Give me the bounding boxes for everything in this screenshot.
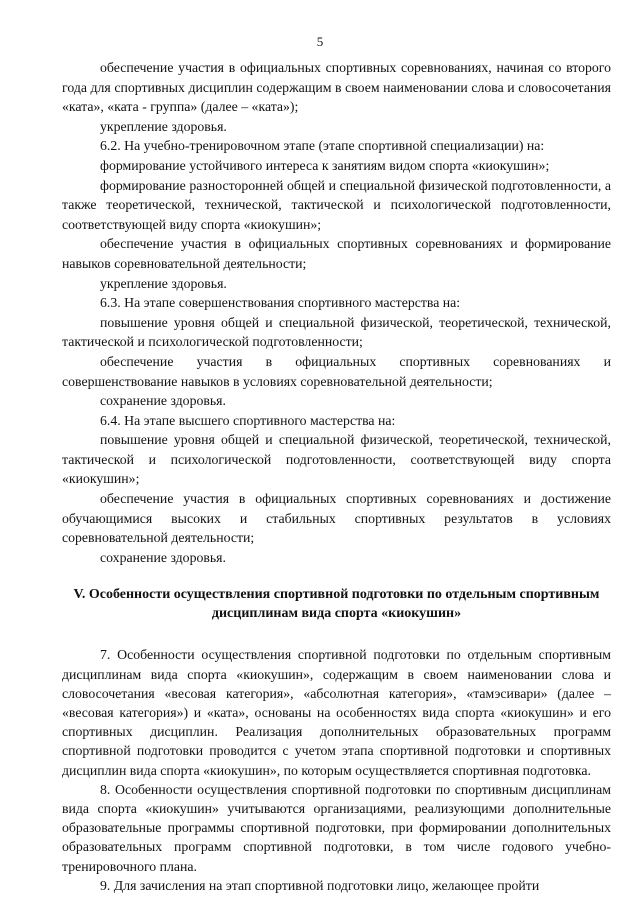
paragraph: формирование разносторонней общей и специальной физической подготовленности, а также теоретической, технической, тактической и психологической подготовленности, соответствующей виду спорта «киокушин»; (62, 177, 611, 232)
paragraph: обеспечение участия в официальных спортивных соревнованиях и достижение обучающимися высоких и стабильных спортивных результатов в условиях соревновательной деятельности; (62, 491, 611, 546)
document-body (62, 58, 611, 895)
section-heading: V. Особенности осуществления спортивной подготовки по отдельным спортивным дисциплинам вида спорта «киокушин» (73, 587, 600, 622)
paragraph: 6.4. На этапе высшего спортивного мастерства на: (100, 412, 396, 428)
paragraph: формирование устойчивого интереса к занятиям видом спорта «киокушин»; (100, 157, 550, 173)
paragraph: обеспечение участия в официальных спортивных соревнованиях, начиная со второго года для спортивных дисциплин содержащим в своем наименовании слова и словосочетания «ката», «ката - группа» (далее – «ката»); (62, 60, 611, 115)
page-number: 5 (316, 34, 324, 49)
paragraph: повышение уровня общей и специальной физической, теоретической, технической, тактической и психологической подготовленности; (62, 314, 611, 350)
section-paragraph: 8. Особенности осуществления спортивной подготовки по спортивным дисциплинам вида спорта «киокушин» учитываются организациями, реализующими дополнительные образовательные программы спортивной подготовки, при формировании дополнительных образовательных программ спортивной подготовки, в том числе годового учебно-тренировочного плана. (62, 781, 611, 874)
paragraph: сохранение здоровья. (100, 549, 226, 565)
paragraph: сохранение здоровья. (100, 393, 226, 409)
paragraph: 6.2. На учебно-тренировочном этапе (этапе спортивной специализации) на: (100, 138, 545, 154)
section-paragraph: 7. Особенности осуществления спортивной подготовки по отдельным спортивным дисциплинам вида спорта «киокушин», содержащим в своем наименовании слова и словосочетания «весовая категория», «абсолютная категория», «тамэсивари» (далее – «весовая категория») и «ката», основаны на особенностях вида спорта «киокушин» и его спортивных дисциплин. Реализация дополнительных образовательных программ спортивной подготовки проводится с учетом этапа спортивной подготовки и спортивных дисциплин вида спорта «киокушин», по которым осуществляется спортивная подготовка. (62, 647, 611, 778)
paragraph: повышение уровня общей и специальной физической, теоретической, технической, тактической и психологической подготовленности, соответствующей виду спорта «киокушин»; (62, 432, 611, 487)
section-paragraph: 9. Для зачисления на этап спортивной подготовки лицо, желающее пройти (100, 877, 540, 893)
paragraph: укрепление здоровья. (100, 275, 227, 291)
paragraph: 6.3. На этапе совершенствования спортивного мастерства на: (100, 295, 461, 311)
paragraph: обеспечение участия в официальных спортивных соревнованиях и совершенствование навыков в условиях соревновательной деятельности; (62, 353, 611, 389)
paragraph: обеспечение участия в официальных спортивных соревнованиях и формирование навыков соревновательной деятельности; (62, 236, 611, 271)
paragraph: укрепление здоровья. (100, 118, 227, 134)
